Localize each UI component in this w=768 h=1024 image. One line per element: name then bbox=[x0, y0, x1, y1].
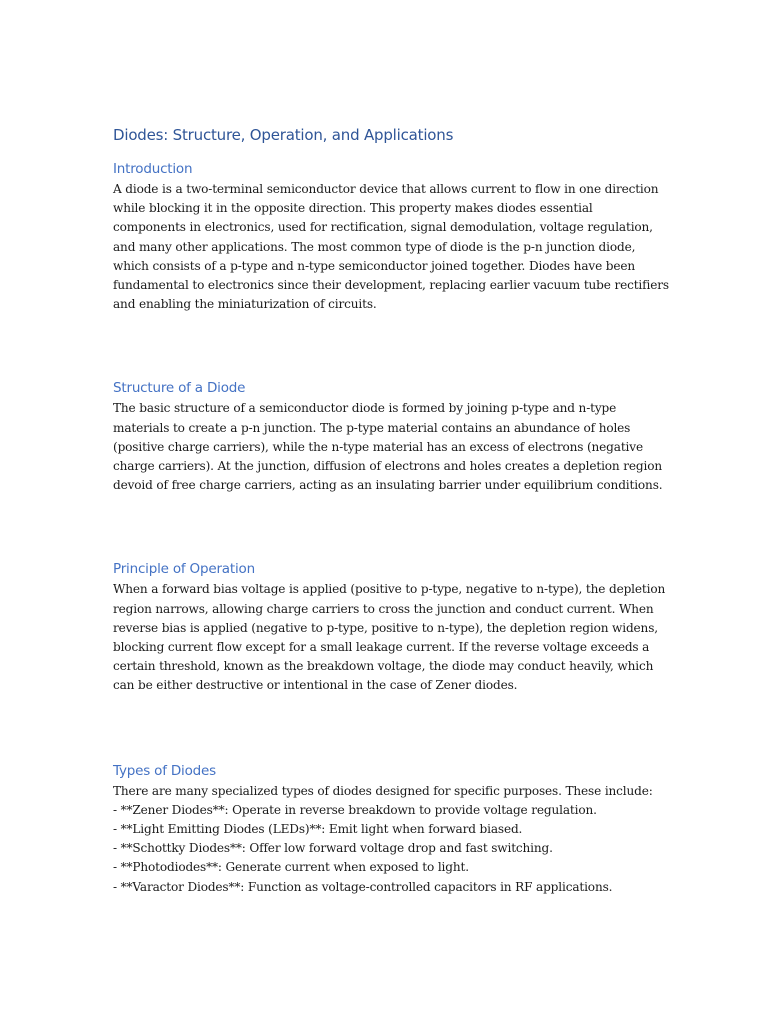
document-content bbox=[113, 122, 669, 897]
list-intro-line: There are many specialized types of diodes designed for specific purposes. These include: bbox=[113, 783, 653, 798]
paragraph-line: and many other applications. The most common type of diode is the p-n junction diode, bbox=[113, 239, 636, 254]
list-item: - **Photodiodes**: Generate current when exposed to light. bbox=[113, 860, 469, 875]
paragraph-line: can be either destructive or intentional in the case of Zener diodes. bbox=[113, 678, 518, 693]
paragraph-line: A diode is a two-terminal semiconductor device that allows current to flow in one direction bbox=[113, 182, 659, 196]
introduction-paragraph bbox=[113, 180, 669, 314]
paragraph-line: region narrows, allowing charge carriers to cross the junction and conduct current. When bbox=[113, 601, 654, 616]
paragraph-line: The basic structure of a semiconductor diode is formed by joining p-type and n-type bbox=[113, 401, 617, 416]
paragraph-line: and enabling the miniaturization of circuits. bbox=[113, 297, 377, 312]
paragraph-line: fundamental to electronics since their development, replacing earlier vacuum tube rectifiers bbox=[113, 278, 669, 293]
paragraph-line: blocking current flow except for a small leakage current. If the reverse voltage exceeds a bbox=[113, 640, 650, 655]
section-heading-introduction: Introduction bbox=[113, 161, 193, 177]
section-heading-structure: Structure of a Diode bbox=[113, 380, 246, 397]
section-principle-of-operation bbox=[113, 558, 666, 695]
paragraph-line: charge carriers). At the junction, diffusion of electrons and holes creates a depletion region bbox=[113, 459, 662, 474]
list-item: - **Schottky Diodes**: Offer low forward voltage drop and fast switching. bbox=[113, 841, 553, 856]
paragraph-line: materials to create a p-n junction. The p-type material contains an abundance of holes bbox=[113, 420, 631, 435]
document-title: Diodes: Structure, Operation, and Applications bbox=[113, 126, 454, 144]
structure-paragraph bbox=[113, 399, 661, 495]
types-of-diodes-list bbox=[113, 782, 661, 897]
principle-of-operation-paragraph bbox=[113, 580, 666, 695]
list-item: - **Zener Diodes**: Operate in reverse breakdown to provide voltage regulation. bbox=[113, 802, 597, 817]
section-types-of-diodes bbox=[113, 760, 661, 897]
list-item: - **Light Emitting Diodes (LEDs)**: Emit light when forward biased. bbox=[113, 822, 523, 837]
paragraph-line: reverse bias is applied (negative to p-type, positive to n-type), the depletion region widens, bbox=[113, 620, 658, 635]
section-heading-principle-of-operation: Principle of Operation bbox=[113, 561, 255, 578]
paragraph-line: When a forward bias voltage is applied (positive to p-type, negative to n-type), the depletion bbox=[113, 582, 666, 597]
section-structure bbox=[113, 377, 661, 495]
paragraph-line: components in electronics, used for rectification, signal demodulation, voltage regulation, bbox=[113, 220, 653, 235]
paragraph-line: which consists of a p-type and n-type semiconductor joined together. Diodes have been bbox=[113, 258, 636, 273]
section-introduction bbox=[113, 158, 669, 314]
section-heading-types-of-diodes: Types of Diodes bbox=[113, 762, 216, 779]
paragraph-line: devoid of free charge carriers, acting as an insulating barrier under equilibrium conditions. bbox=[113, 478, 663, 493]
list-item: - **Varactor Diodes**: Function as voltage-controlled capacitors in RF applications. bbox=[113, 879, 613, 894]
paragraph-line: while blocking it in the opposite direction. This property makes diodes essential bbox=[113, 201, 593, 216]
paragraph-line: certain threshold, known as the breakdown voltage, the diode may conduct heavily, which bbox=[113, 659, 654, 674]
paragraph-line: (positive charge carriers), while the n-type material has an excess of electrons (negative bbox=[113, 439, 643, 454]
